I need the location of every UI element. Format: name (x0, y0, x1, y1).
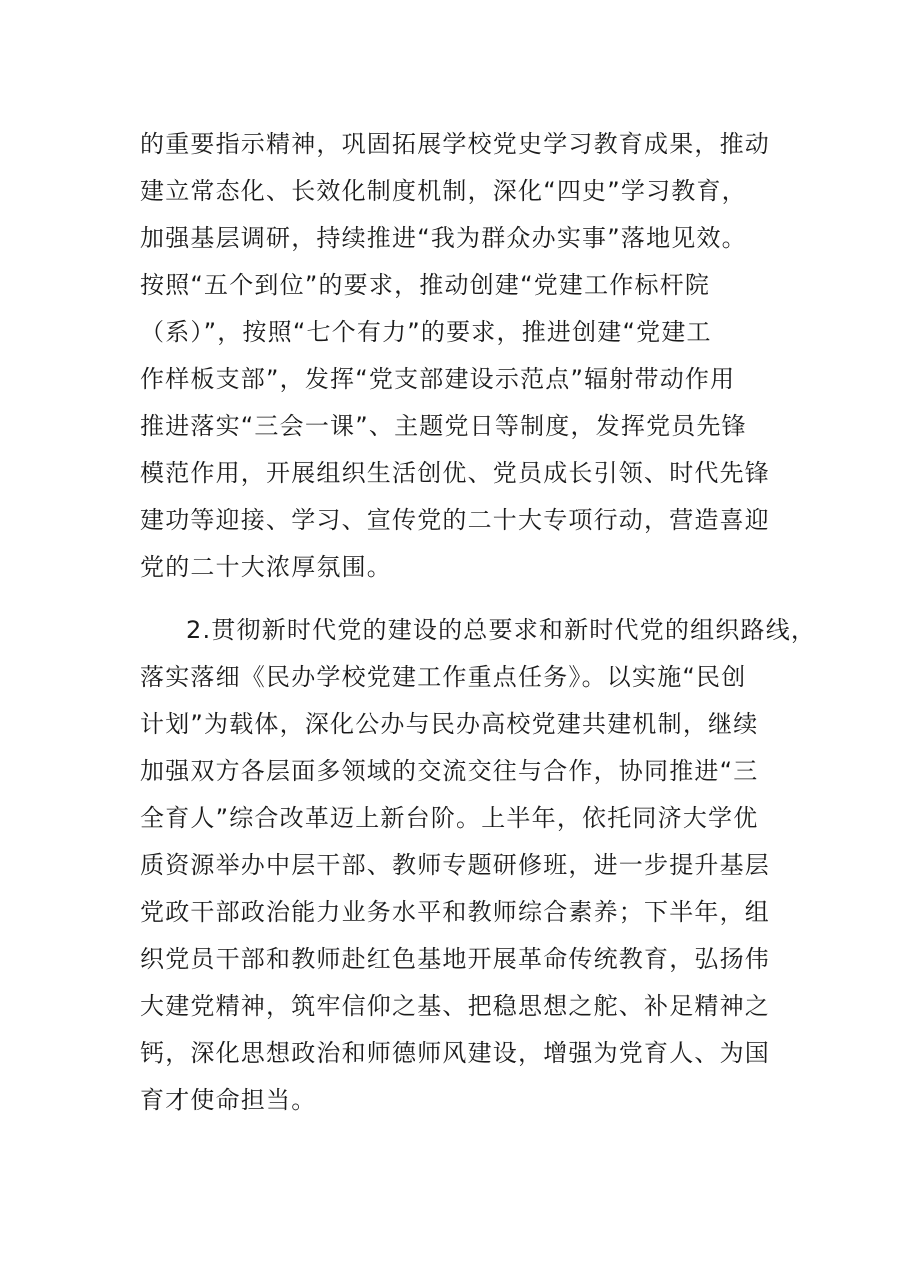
text-line: 育才使命担当。 (140, 1086, 317, 1114)
text-line: 钙，深化思想政治和师德师风建设，增强为党育人、为国 (140, 1039, 770, 1067)
text-line: 党的二十大浓厚氛围。 (140, 553, 392, 581)
text-line: 2.贯彻新时代党的建设的总要求和新时代党的组织路线， (186, 616, 817, 644)
text-line: 推进落实“三会一课”、主题党日等制度，发挥党员先锋 (140, 412, 747, 440)
text-line: 全育人”综合改革迈上新台阶。上半年，依托同济大学优 (140, 804, 759, 832)
text-line: 计划”为载体，深化公办与民办高校党建共建机制，继续 (140, 710, 759, 738)
text-line: 作样板支部”，发挥“党支部建设示范点”辐射带动作用 (140, 365, 736, 393)
text-line: 加强基层调研，持续推进“我为群众办实事”落地见效。 (140, 224, 747, 252)
text-line: 织党员干部和教师赴红色基地开展革命传统教育，弘扬伟 (140, 945, 770, 973)
text-line: 的重要指示精神，巩固拓展学校党史学习教育成果，推动 (140, 130, 770, 158)
text-line: 加强双方各层面多领域的交流交往与合作，协同推进“三 (140, 757, 759, 785)
text-line: 模范作用，开展组织生活创优、党员成长引领、时代先锋 (140, 459, 770, 487)
text-line: （系）”，按照“七个有力”的要求，推进创建“党建工 (140, 318, 712, 346)
text-line: 落实落细《民办学校党建工作重点任务》。以实施“民创 (140, 663, 747, 691)
text-line: 建功等迎接、学习、宣传党的二十大专项行动，营造喜迎 (140, 506, 770, 534)
text-line: 党政干部政治能力业务水平和教师综合素养；下半年，组 (140, 898, 770, 926)
text-line: 建立常态化、长效化制度机制，深化“四史”学习教育， (140, 177, 747, 205)
text-line: 按照“五个到位”的要求，推动创建“党建工作标杆院 (140, 271, 711, 299)
text-line: 大建党精神，筑牢信仰之基、把稳思想之舵、补足精神之 (140, 992, 770, 1020)
text-line: 质资源举办中层干部、教师专题研修班，进一步提升基层 (140, 851, 770, 879)
